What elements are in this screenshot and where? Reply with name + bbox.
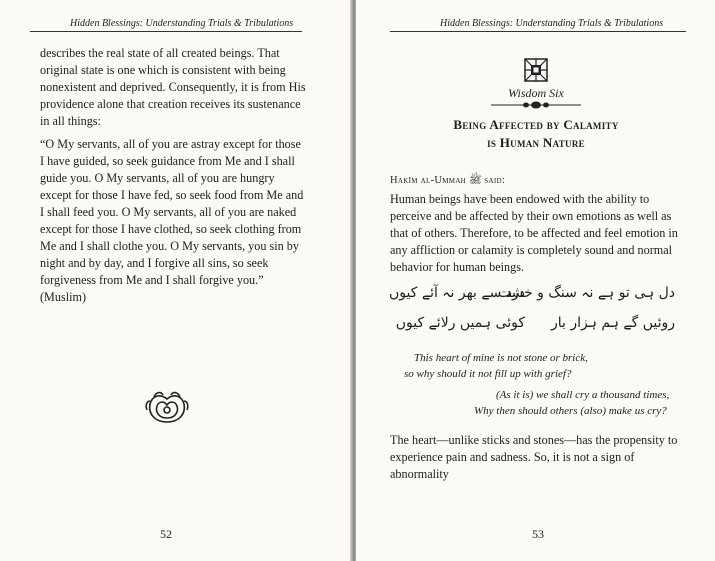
urdu-verse-1a: دل ہی تو ہے نہ سنگ و خشت	[497, 285, 675, 301]
chapter-title-line-2: is Human Nature	[487, 135, 585, 150]
running-head: Hidden Blessings: Understanding Trials & Tribulations	[440, 18, 664, 29]
left-body	[40, 45, 308, 306]
running-head: Hidden Blessings: Understanding Trials & Tribulations	[70, 18, 294, 29]
speaker-attribution: Hakīm al-Ummah ﷺ said:	[390, 175, 506, 186]
translation-line-2: so why should it not fill up with grief?	[404, 368, 572, 380]
chapter-title	[386, 116, 686, 152]
knot-ornament-icon	[523, 57, 549, 83]
floral-ornament-icon	[145, 388, 189, 426]
left-page	[0, 0, 352, 561]
urdu-verse-1b: درد سے بھر نہ آئے کیوں	[389, 285, 525, 301]
wisdom-label: Wisdom Six	[508, 86, 564, 100]
right-body	[390, 191, 686, 276]
page-number: 52	[160, 527, 172, 541]
divider-ornament-icon	[491, 100, 581, 110]
page-number: 53	[532, 527, 544, 541]
body-paragraph: Human beings have been endowed with the ability to perceive and be affected by their own emotions as well as that of others. Therefore, to be affected and feel emotion in any affliction or calamity is completely sound and normal behavior for human beings.	[390, 192, 678, 274]
translation-line-4: Why then should others (also) make us cry?	[474, 405, 667, 417]
translation-line-1: This heart of mine is not stone or brick,	[414, 352, 588, 364]
intro-paragraph: describes the real state of all created beings. That original state is one which is consistent with being nonexistent and deprived. Consequently, it is from His providence alone that creation receives its sustenance in all things:	[40, 46, 306, 128]
header-rule	[30, 31, 302, 32]
urdu-verse-2a: روئیں گے ہم ہزار بار	[551, 315, 675, 331]
translation-line-3: (As it is) we shall cry a thousand times,	[496, 389, 670, 401]
hadith-quote: “O My servants, all of you are astray except for those I have guided, so seek guidance from Me and I shall guide you. O My servants, all of you are hungry except for those I have fed, so seek food from Me and I shall feed you. O My servants, all of you are naked except for those I have clothed, so seek clothing from Me and I shall clothe you. O My servants, you sin by night and by day, and I forgive all sins, so seek forgiveness from Me and I shall forgive you.” (Muslim)	[40, 137, 304, 304]
right-page	[356, 0, 715, 561]
header-rule	[390, 31, 686, 32]
closing-paragraph: The heart—unlike sticks and stones—has the propensity to experience pain and sadness. So, it is not a sign of abnormality	[390, 433, 678, 481]
urdu-verse-2b: کوئی ہمیں رلائے کیوں	[395, 315, 525, 331]
chapter-title-line-1: Being Affected by Calamity	[453, 117, 619, 132]
